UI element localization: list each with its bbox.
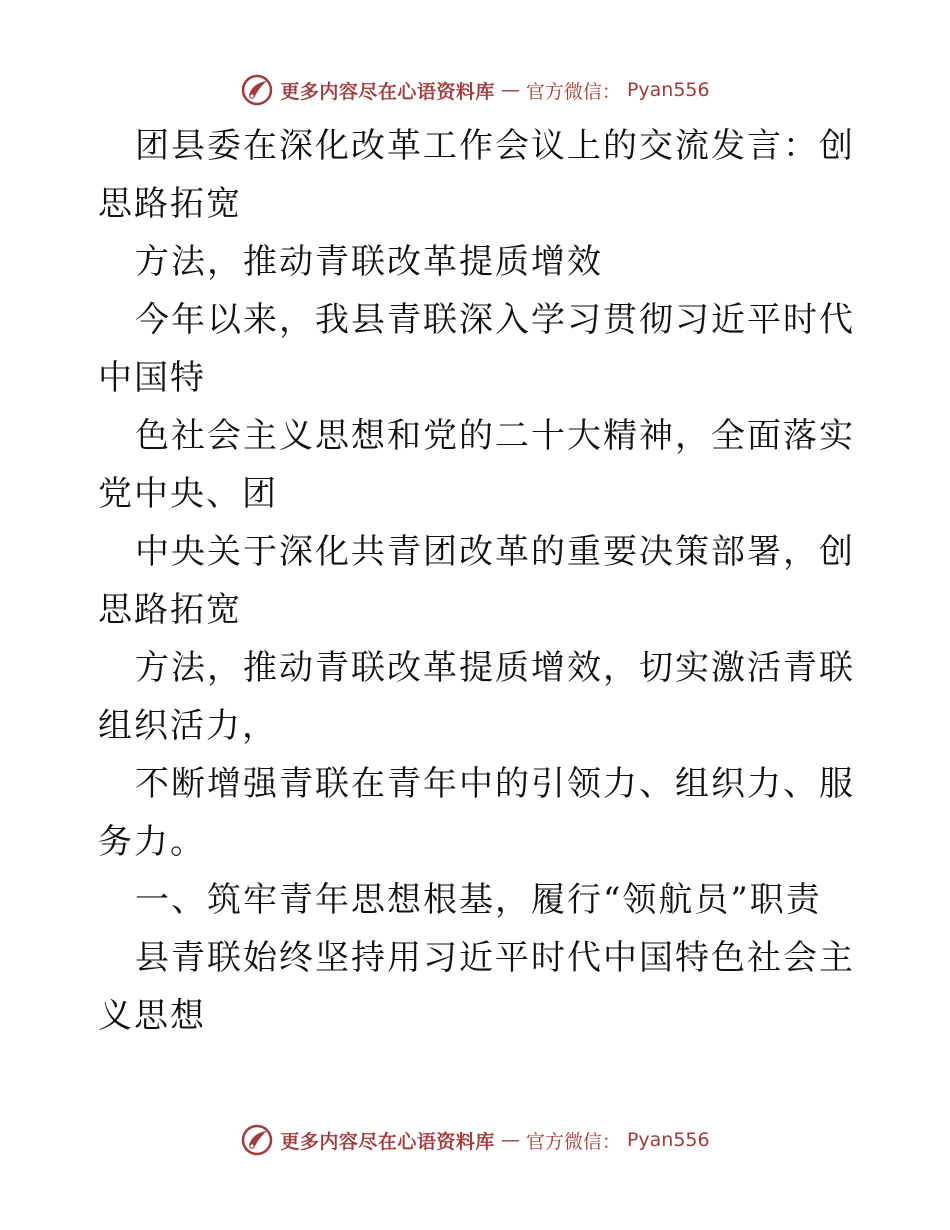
section-heading: 一、筑牢青年思想根基，履行“领航员”职责 — [135, 880, 822, 920]
paragraph: 不断增强青联在青年中的引领力、组织力、服务力。 — [98, 764, 855, 862]
paragraph: 团县委在深化改革工作会议上的交流发言：创思路拓宽 — [98, 126, 855, 224]
document-body — [98, 117, 858, 1045]
watermark-wechat-label: 官方微信： — [525, 80, 621, 103]
watermark-separator: — — [500, 1129, 520, 1151]
watermark-separator: — — [500, 79, 520, 101]
paragraph: 县青联始终坚持用习近平时代中国特色社会主义思想 — [98, 938, 855, 1036]
paragraph: 色社会主义思想和党的二十大精神，全面落实党中央、团 — [98, 416, 855, 514]
watermark-brand: 更多内容尽在心语资料库 — [280, 80, 495, 103]
header-watermark — [0, 70, 950, 110]
watermark-wechat-label: 官方微信： — [525, 1130, 621, 1153]
brand-logo-icon — [240, 1123, 274, 1157]
watermark-brand: 更多内容尽在心语资料库 — [280, 1130, 495, 1153]
watermark-wechat-handle: Pyan556 — [626, 79, 710, 101]
paragraph: 方法，推动青联改革提质增效 — [135, 242, 603, 282]
watermark-wechat-handle: Pyan556 — [626, 1129, 710, 1151]
paragraph: 中央关于深化共青团改革的重要决策部署，创思路拓宽 — [98, 532, 855, 630]
brand-logo-icon — [240, 73, 274, 107]
paragraph: 方法，推动青联改革提质增效，切实激活青联组织活力， — [98, 648, 855, 746]
footer-watermark — [0, 1120, 950, 1160]
paragraph: 今年以来，我县青联深入学习贯彻习近平时代中国特 — [98, 300, 855, 398]
